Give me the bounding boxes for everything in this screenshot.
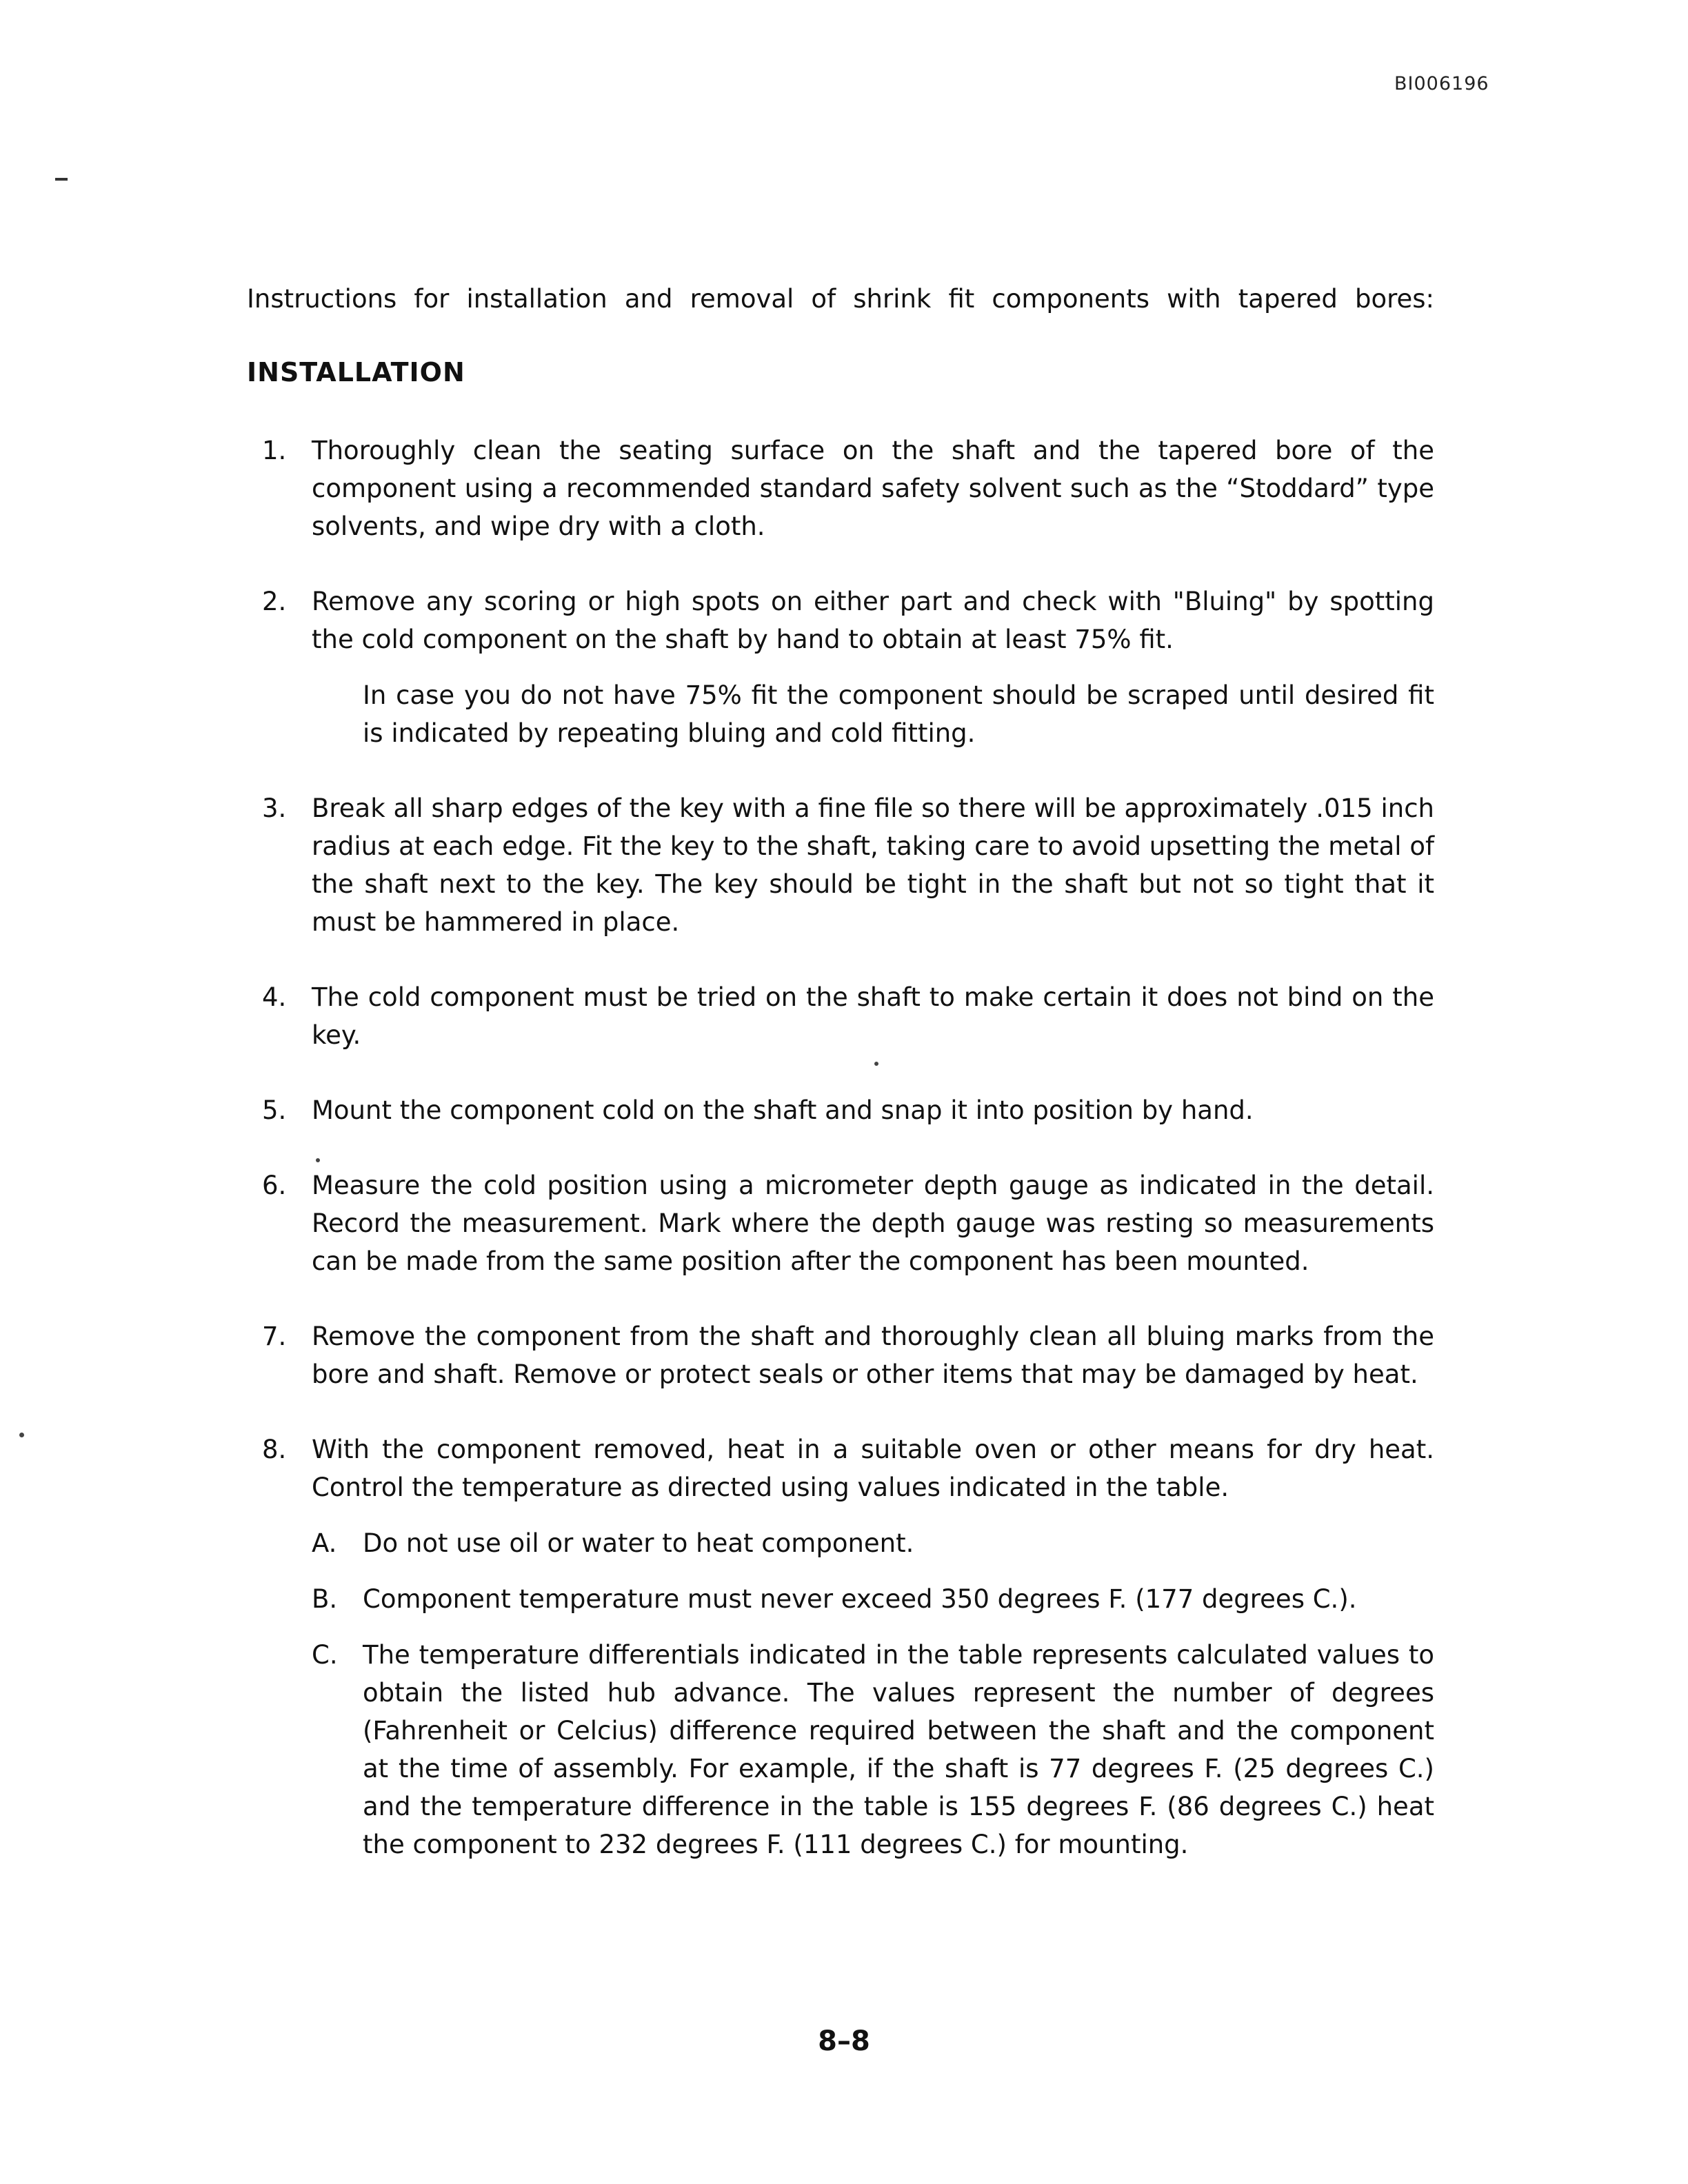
step-number: 2. [262,587,287,616]
step-text: Break all sharp edges of the key with a fine file so there will be approximately .015 inch radius at each edge. Fit the key to the shaft, taking care to avoid upsetting the metal of the shaft next to the key. The key should be tight in the shaft but not so tight that it must be hammered in place. [312,793,1434,937]
sub-step-c [312,1636,1434,1863]
step-number: 6. [262,1171,287,1200]
sub-steps [312,1524,1434,1863]
intro-text: Instructions for installation and removal of shrink fit components with tapered bores: [247,284,1434,314]
step-number: 8. [262,1435,287,1464]
step-5 [247,1091,1434,1129]
sub-step-letter: B. [312,1584,338,1614]
section-title: INSTALLATION [247,357,465,387]
step-text: Remove any scoring or high spots on either part and check with "Bluing" by spotting the cold component on the shaft by hand to obtain at least 75% fit. [312,587,1434,654]
step-number: 7. [262,1322,287,1351]
sub-step-letter: C. [312,1640,338,1670]
step-text: The cold component must be tried on the shaft to make certain it does not bind on the key. [312,982,1434,1050]
sub-step-text: Component temperature must never exceed 350 degrees F. (177 degrees C.). [363,1584,1357,1614]
margin-mark [55,178,68,181]
step-note: In case you do not have 75% fit the component should be scraped until desired fit is indicated by repeating bluing and cold fitting. [363,680,1434,748]
step-8 [247,1430,1434,1863]
step-number: 3. [262,793,287,823]
step-text: Thoroughly clean the seating surface on the shaft and the tapered bore of the component using a recommended standard safety solvent such as the “Stoddard” type solvents, and wipe dry with a cloth. [312,436,1434,541]
sub-step-a [312,1524,1434,1562]
scan-speck [19,1433,24,1437]
step-text: Mount the component cold on the shaft and snap it into position by hand. [312,1095,1254,1125]
step-4 [247,978,1434,1054]
step-text: Measure the cold position using a micrometer depth gauge as indicated in the detail. Record the measurement. Mark where the depth gauge was resting so measurements can be made from the same position after the component has been mounted. [312,1171,1434,1276]
document-id: BI006196 [1394,73,1489,94]
step-number: 4. [262,982,287,1012]
step-6 [247,1166,1434,1280]
step-text: With the component removed, heat in a suitable oven or other means for dry heat. Control the temperature as directed using values indicated in the table. [312,1435,1434,1502]
step-3 [247,789,1434,941]
sub-step-text: The temperature differentials indicated in the table represents calculated values to obtain the listed hub advance. The values represent the number of degrees (Fahrenheit or Celcius) difference required between the shaft and the component at the time of assembly. For example, if the shaft is 77 degrees F. (25 degrees C.) and the temperature difference in the table is 155 degrees F. (86 degrees C.) heat the component to 232 degrees F. (111 degrees C.) for mounting. [363,1640,1434,1859]
sub-step-b [312,1580,1434,1618]
installation-steps [247,432,1434,1901]
step-number: 1. [262,436,287,465]
step-number: 5. [262,1095,287,1125]
step-7 [247,1317,1434,1393]
sub-step-letter: A. [312,1528,337,1558]
sub-step-text: Do not use oil or water to heat component. [363,1528,914,1558]
step-1 [247,432,1434,545]
step-text: Remove the component from the shaft and thoroughly clean all bluing marks from the bore and shaft. Remove or protect seals or other items that may be damaged by heat. [312,1322,1434,1389]
page-number: 8–8 [818,2025,870,2057]
step-2 [247,583,1434,752]
